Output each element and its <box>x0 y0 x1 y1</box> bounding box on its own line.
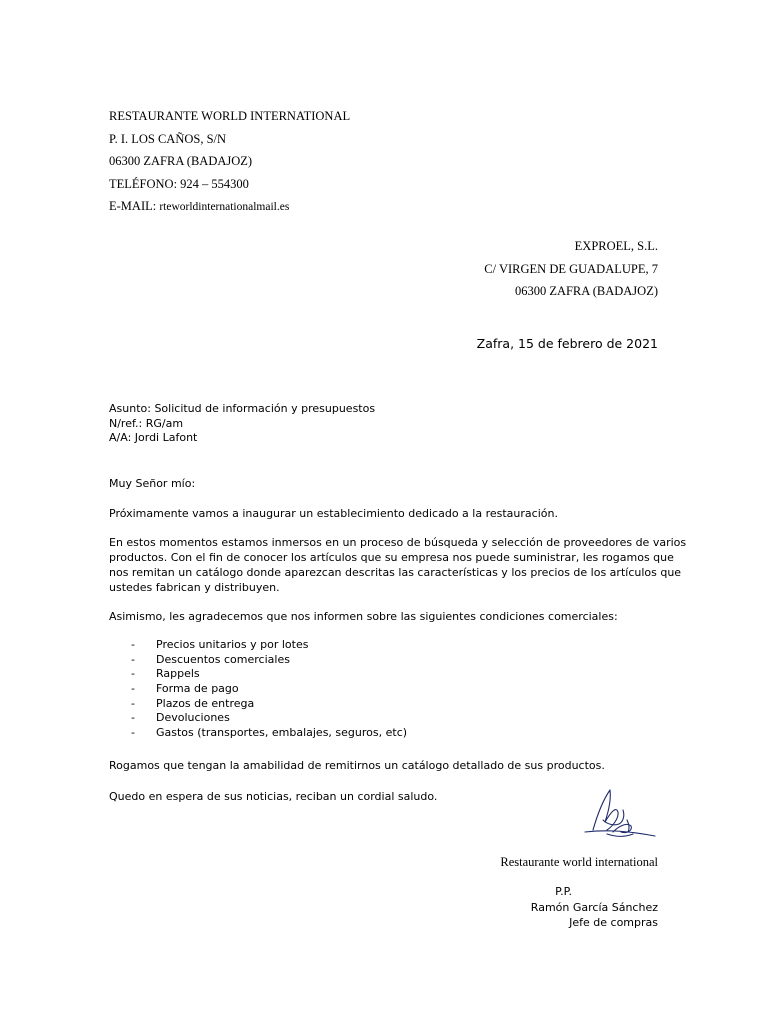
handwritten-signature-icon <box>583 786 657 844</box>
attention-line: A/A: Jordi Lafont <box>109 431 198 445</box>
list-item-text: Devoluciones <box>156 711 230 725</box>
closing-line: Quedo en espera de sus noticias, reciban un cordial saludo. <box>109 790 438 803</box>
list-item-text: Gastos (transportes, embalajes, seguros, etc) <box>156 726 408 740</box>
list-item-text: Plazos de entrega <box>156 696 255 710</box>
conditions-list <box>131 638 407 741</box>
list-item-text: Precios unitarios y por lotes <box>156 638 309 651</box>
list-bullet: - <box>131 726 135 740</box>
paragraph-request-line: productos. Con el fin de conocer los artículos que su empresa nos puede suministrar, les rogamos que <box>109 551 674 564</box>
signer-title: Jefe de compras <box>569 916 658 929</box>
list-item-text: Descuentos comerciales <box>156 652 290 666</box>
reference-line: N/ref.: RG/am <box>109 416 184 430</box>
signer-name: Ramón García Sánchez <box>530 900 658 914</box>
list-item <box>131 653 407 668</box>
list-item <box>131 726 407 741</box>
list-item <box>131 638 407 653</box>
list-item <box>131 711 407 726</box>
paragraph-request <box>109 535 686 595</box>
paragraph-catalog: Rogamos que tengan la amabilidad de remitirnos un catálogo detallado de sus productos. <box>109 759 605 772</box>
signature-company: Restaurante world international <box>500 855 658 869</box>
sender-phone: TELÉFONO: 924 – 554300 <box>109 176 249 191</box>
list-item <box>131 697 407 712</box>
list-bullet: - <box>131 638 135 651</box>
paragraph-conditions-intro: Asimismo, les agradecemos que nos informen sobre las siguientes condiciones comerciales: <box>109 610 618 623</box>
reference-block <box>109 402 375 446</box>
list-bullet: - <box>131 696 135 710</box>
recipient-city: 06300 ZAFRA (BADAJOZ) <box>514 284 658 298</box>
recipient-name: EXPROEL, S.L. <box>574 239 658 253</box>
sender-email: rteworldinternationalmail.es <box>159 201 290 213</box>
paragraph-request-line: ustedes fabrican y distribuyen. <box>109 581 280 594</box>
list-item-text: Forma de pago <box>156 682 239 696</box>
paragraph-request-line: En estos momentos estamos inmersos en un proceso de búsqueda y selección de proveedores de varios <box>109 536 687 549</box>
signer-pp: P.P. <box>555 885 572 898</box>
paragraph-intro: Próximamente vamos a inaugurar un establecimiento dedicado a la restauración. <box>109 507 558 520</box>
list-item <box>131 667 407 682</box>
paragraph-request-line: nos remitan un catálogo donde aparezcan descritas las características y los precios de los artículos que <box>109 566 682 579</box>
sender-block <box>109 108 350 221</box>
sender-email-line <box>109 198 350 221</box>
list-item <box>131 682 407 697</box>
recipient-address: C/ VIRGEN DE GUADALUPE, 7 <box>484 261 658 276</box>
subject-line: Asunto: Solicitud de información y presupuestos <box>109 402 376 415</box>
list-bullet: - <box>131 711 135 725</box>
sender-name: RESTAURANTE WORLD INTERNATIONAL <box>109 109 351 123</box>
sender-address: P. I. LOS CAÑOS, S/N <box>109 131 227 146</box>
list-bullet: - <box>131 667 135 681</box>
recipient-block <box>484 238 658 306</box>
sender-email-label: E-MAIL: <box>109 199 160 213</box>
list-bullet: - <box>131 652 135 666</box>
sender-city: 06300 ZAFRA (BADAJOZ) <box>109 154 253 168</box>
letter-date: Zafra, 15 de febrero de 2021 <box>476 336 658 351</box>
signer-block <box>531 884 658 931</box>
greeting: Muy Señor mío: <box>109 477 196 490</box>
list-bullet: - <box>131 682 135 696</box>
list-item-text: Rappels <box>156 667 200 681</box>
